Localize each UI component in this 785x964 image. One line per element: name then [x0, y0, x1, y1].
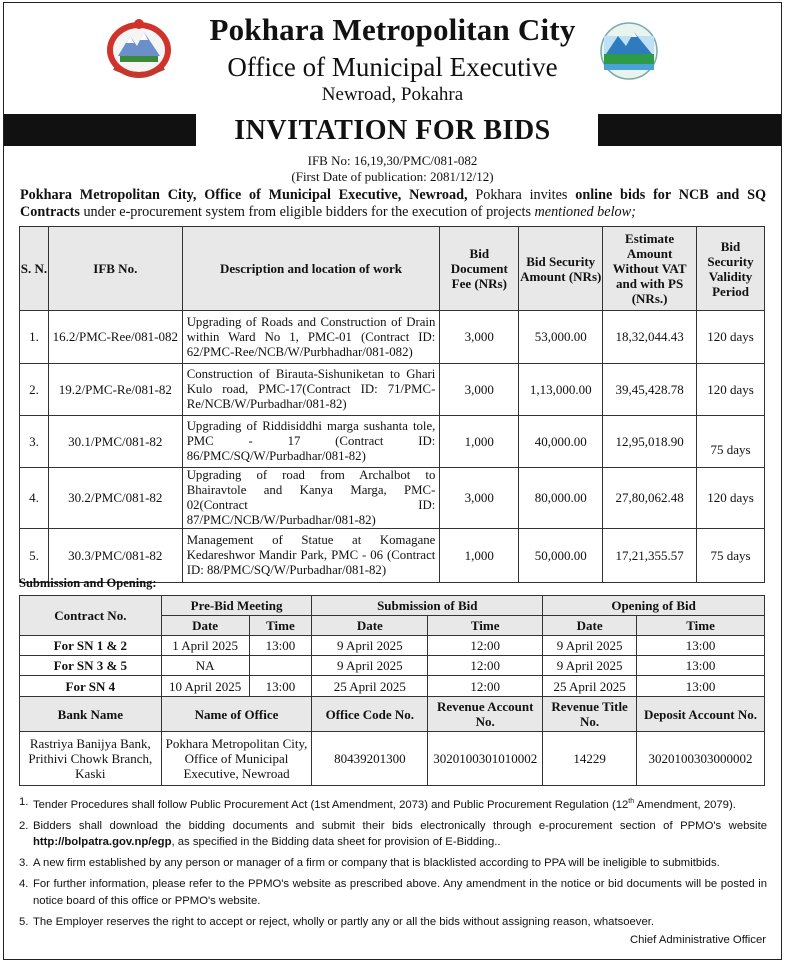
- table-row: [20, 416, 765, 468]
- cell-date: 25 April 2025: [543, 676, 637, 697]
- first-publication-date: (First Date of publication: 2081/12/12): [291, 169, 494, 184]
- cell-date: NA: [161, 656, 249, 676]
- cell-contract: For SN 3 & 5: [20, 656, 162, 676]
- table-row: [20, 311, 765, 364]
- cell-validity: 120 days: [697, 468, 765, 529]
- note-text: For further information, please refer to the PPMO's website as prescribed above. Any amendment in the notice or bid documents will be posted in notice board of this office or PPMO's website.: [33, 877, 767, 907]
- cell-office: Pokhara Metropolitan City, Office of Municipal Executive, Newroad: [161, 732, 312, 786]
- list-item: [19, 855, 767, 872]
- cell-sn: 4.: [20, 468, 49, 529]
- intro-text-2: under e-procurement system from eligible bidders for the execution of projects: [79, 204, 535, 220]
- signature-title: Chief Administrative Officer: [629, 934, 766, 946]
- col-security: Bid Security Amount (NRs): [519, 227, 603, 311]
- list-item: [19, 794, 767, 814]
- cell-ifb: 16.2/PMC-Ree/081-082: [48, 311, 182, 364]
- col-fee: Bid Document Fee (NRs): [440, 227, 519, 311]
- note-text-part: , as specified in the Bidding data sheet for provision of E-Bidding..: [171, 836, 501, 849]
- cell-fee: 1,000: [440, 416, 519, 468]
- ppmo-link[interactable]: http://bolpatra.gov.np/egp: [33, 836, 172, 849]
- cell-sn: 3.: [20, 416, 49, 468]
- table-row: [20, 636, 765, 656]
- office-subtitle: Office of Municipal Executive: [227, 52, 558, 82]
- cell-description: Upgrading of Roads and Construction of Drain within Ward No 1, PMC-01 (Contract ID: 62/PMC-Ree/NCB/W/Purbhadhar/081-082): [182, 311, 440, 364]
- cell-ifb: 19.2/PMC-Re/081-82: [48, 364, 182, 416]
- col-submission: Submission of Bid: [312, 596, 543, 616]
- cell-security: 40,000.00: [519, 416, 603, 468]
- cell-estimate: 12,95,018.90: [603, 416, 697, 468]
- cell-sn: 1.: [20, 311, 49, 364]
- cell-fee: 1,000: [440, 529, 519, 583]
- note-text: [33, 818, 767, 852]
- cell-validity: 75 days: [697, 529, 765, 583]
- cell-security: 53,000.00: [519, 311, 603, 364]
- note-text: [33, 794, 767, 814]
- col-estimate: Estimate Amount Without VAT and with PS (NRs.): [603, 227, 697, 311]
- col-revenue-title: Revenue Title No.: [543, 697, 637, 732]
- cell-ifb: 30.3/PMC/081-82: [48, 529, 182, 583]
- cell-security: 50,000.00: [519, 529, 603, 583]
- office-address: Newroad, Pokahra: [321, 84, 464, 105]
- table-row: [20, 364, 765, 416]
- cell-date: 1 April 2025: [161, 636, 249, 656]
- note-number: 3.: [19, 857, 29, 870]
- cell-validity: 75 days: [697, 416, 765, 468]
- note-number: 1.: [19, 796, 29, 808]
- intro-org: Pokhara Metropolitan City, Office of Municipal Executive, Newroad,: [20, 187, 468, 203]
- col-office-code: Office Code No.: [312, 697, 428, 732]
- col-office: Name of Office: [161, 697, 312, 732]
- table-row: [20, 468, 765, 529]
- cell-contract: For SN 1 & 2: [20, 636, 162, 656]
- cell-fee: 3,000: [440, 468, 519, 529]
- cell-estimate: 17,21,355.57: [603, 529, 697, 583]
- col-time: Time: [428, 616, 543, 636]
- cell-date: 9 April 2025: [312, 636, 428, 656]
- list-item: [19, 876, 767, 910]
- cell-time: 13:00: [249, 676, 312, 697]
- cell-estimate: 39,45,428.78: [603, 364, 697, 416]
- cell-sn: 2.: [20, 364, 49, 416]
- cell-deposit-account: 3020100303000002: [637, 732, 765, 786]
- table-row: [20, 529, 765, 583]
- col-date: Date: [161, 616, 249, 636]
- cell-validity: 120 days: [697, 311, 765, 364]
- col-ifb: IFB No.: [48, 227, 182, 311]
- submission-heading: Submission and Opening:: [19, 576, 157, 590]
- cell-time: 12:00: [428, 676, 543, 697]
- note-text-part: Tender Procedures shall follow Public Procurement Act (1st Amendment, 2073) and Public Procurement Regulation (12: [33, 798, 629, 811]
- cell-validity: 120 days: [697, 364, 765, 416]
- cell-date: 9 April 2025: [543, 656, 637, 676]
- col-validity: Bid Security Validity Period: [697, 227, 765, 311]
- cell-bank: Rastriya Banijya Bank, Prithivi Chowk Branch, Kaski: [20, 732, 162, 786]
- cell-time: 13:00: [637, 676, 765, 697]
- cell-security: 1,13,000.00: [519, 364, 603, 416]
- cell-description: Management of Statue at Komagane Kedareshwor Mandir Park, PMC - 06 (Contract ID: 88/PMC/SQ/W/Purbadhar/081-82): [182, 529, 440, 583]
- list-item: [19, 818, 767, 852]
- col-prebid: Pre-Bid Meeting: [161, 596, 312, 616]
- submission-header-row: [20, 596, 765, 616]
- cell-revenue-account: 3020100301010002: [428, 732, 543, 786]
- cell-date: 9 April 2025: [543, 636, 637, 656]
- cell-estimate: 27,80,062.48: [603, 468, 697, 529]
- cell-revenue-title: 14229: [543, 732, 637, 786]
- page-title: Pokhara Metropolitan City: [209, 12, 576, 47]
- col-contract: Contract No.: [20, 596, 162, 636]
- col-date: Date: [543, 616, 637, 636]
- list-item: [19, 914, 767, 931]
- cell-time: [249, 656, 312, 676]
- cell-sn: 5.: [20, 529, 49, 583]
- cell-time: 13:00: [249, 636, 312, 656]
- ifb-number: IFB No: 16,19,30/PMC/081-082: [307, 153, 478, 168]
- header: [0, 0, 785, 112]
- submission-table: [19, 595, 765, 786]
- cell-fee: 3,000: [440, 311, 519, 364]
- cell-time: 12:00: [428, 656, 543, 676]
- cell-date: 9 April 2025: [312, 656, 428, 676]
- col-description: Description and location of work: [182, 227, 440, 311]
- note-text: A new firm established by any person or manager of a firm or company that is blacklisted according to PPA will be ineligible to submitbids.: [33, 857, 720, 870]
- cell-office-code: 80439201300: [312, 732, 428, 786]
- cell-description: Construction of Birauta-Sishuniketan to Ghari Kulo road, PMC-17(Contract ID: 71/PMC-Re/NCB/W/Purbadhar/081-82): [182, 364, 440, 416]
- col-revenue-account: Revenue Account No.: [428, 697, 543, 732]
- table-row: [20, 676, 765, 697]
- bids-table: [19, 226, 765, 583]
- col-opening: Opening of Bid: [543, 596, 765, 616]
- col-deposit-account: Deposit Account No.: [637, 697, 765, 732]
- col-sn: S. N.: [20, 227, 49, 311]
- invitation-heading: INVITATION FOR BIDS: [234, 115, 551, 146]
- note-text-part: Bidders shall download the bidding documents and submit their bids electronically through e-procurement section of PPMO's website: [33, 819, 767, 832]
- intro-text: Pokhara invites: [467, 187, 576, 203]
- intro-bold: online bids for NCB and SQ Contracts: [20, 187, 767, 220]
- cell-description: Upgrading of Riddisiddhi marga sushanta tole, PMC - 17 (Contract ID: 86/PMC/SQ/W/Purbadhar/081-82): [182, 416, 440, 468]
- intro-italic: mentioned below;: [534, 204, 636, 220]
- col-date: Date: [312, 616, 428, 636]
- bank-row: [20, 732, 765, 786]
- note-number: 5.: [19, 915, 29, 928]
- note-text: The Employer reserves the right to accept or reject, wholly or partly any or all the bids without assigning reason, whatsoever.: [33, 915, 655, 928]
- cell-time: 13:00: [637, 636, 765, 656]
- note-number: 2.: [19, 819, 29, 832]
- cell-date: 25 April 2025: [312, 676, 428, 697]
- cell-date: 10 April 2025: [161, 676, 249, 697]
- note-text-part: Amendment, 2079).: [634, 798, 736, 811]
- col-bank: Bank Name: [20, 697, 162, 732]
- cell-contract: For SN 4: [20, 676, 162, 697]
- cell-ifb: 30.1/PMC/081-82: [48, 416, 182, 468]
- cell-time: 13:00: [637, 656, 765, 676]
- cell-description: Upgrading of road from Archalbot to Bhairavtole and Kanya Marga, PMC-02(Contract ID: 87/PMC/NCB/W/Purbadhar/081-82): [182, 468, 440, 529]
- table-row: [20, 656, 765, 676]
- intro-paragraph: [20, 187, 766, 221]
- cell-ifb: 30.2/PMC/081-82: [48, 468, 182, 529]
- cell-time: 12:00: [428, 636, 543, 656]
- bids-table-header: [20, 227, 765, 311]
- notes-list: [19, 794, 767, 930]
- col-time: Time: [249, 616, 312, 636]
- note-number: 4.: [19, 877, 29, 890]
- note-superscript: th: [628, 798, 635, 805]
- cell-fee: 3,000: [440, 364, 519, 416]
- col-time: Time: [637, 616, 765, 636]
- bank-header-row: [20, 697, 765, 732]
- cell-estimate: 18,32,044.43: [603, 311, 697, 364]
- cell-security: 80,000.00: [519, 468, 603, 529]
